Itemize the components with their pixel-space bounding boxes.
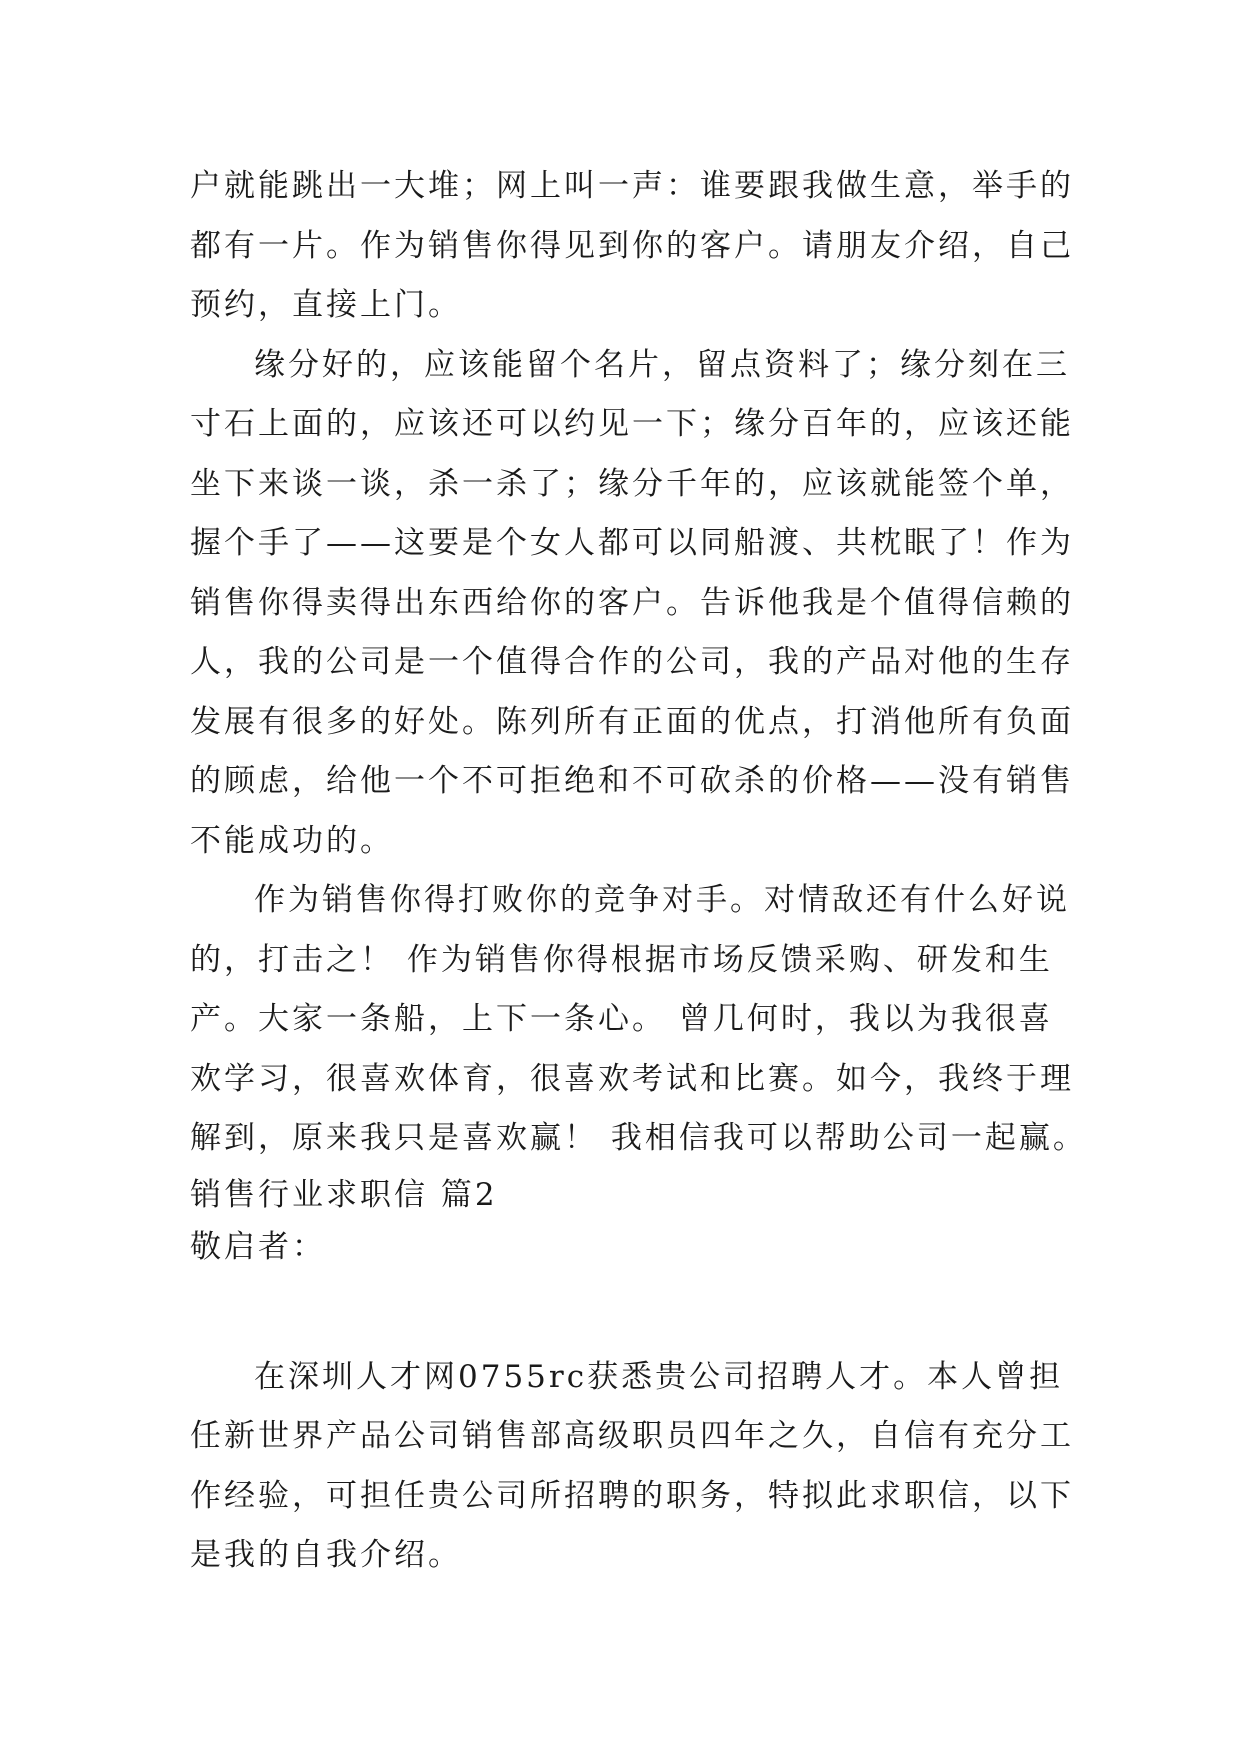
text-line: 都有一片。作为销售你得见到你的客户。请朋友介绍，自己: [190, 227, 1074, 264]
text-line: 握个手了——这要是个女人都可以同船渡、共枕眠了！作为: [190, 525, 1074, 561]
text-line: 产。大家一条船，上下一条心。 曾几何时，我以为我很喜: [190, 1001, 1053, 1037]
text-line: 发展有很多的好处。陈列所有正面的优点，打消他所有负面: [190, 703, 1074, 740]
text-line: 任新世界产品公司销售部高级职员四年之久，自信有充分工: [190, 1418, 1074, 1454]
paragraph-4: [190, 1348, 1074, 1586]
text-line: 欢学习，很喜欢体育，很喜欢考试和比赛。如今，我终于理: [190, 1060, 1074, 1097]
text-line: 预约，直接上门。: [190, 287, 462, 323]
blank-line: [190, 1273, 1070, 1348]
text-line: 户就能跳出一大堆；网上叫一声：谁要跟我做生意，举手的: [190, 168, 1074, 204]
text-line: 的，打击之！ 作为销售你得根据市场反馈采购、研发和生: [190, 941, 1053, 978]
text-line: 缘分好的，应该能留个名片，留点资料了；缘分刻在三: [254, 346, 1070, 383]
text-line: 解到，原来我只是喜欢赢！ 我相信我可以帮助公司一起赢。: [190, 1120, 1087, 1156]
text-line: 作为销售你得打败你的竞争对手。对情敌还有什么好说: [254, 882, 1070, 918]
text-line: 作经验，可担任贵公司所招聘的职务，特拟此求职信，以下: [190, 1477, 1074, 1514]
text-line: 在深圳人才网0755rc获悉贵公司招聘人才。本人曾担: [254, 1358, 1064, 1395]
document-body: [190, 157, 1087, 1586]
paragraph-3: [190, 871, 1087, 1169]
text-line: 寸石上面的，应该还可以约见一下；缘分百年的，应该还能: [190, 406, 1074, 442]
text-line: 是我的自我介绍。: [190, 1537, 462, 1573]
text-line: 不能成功的。: [190, 822, 394, 859]
paragraph-1: [190, 157, 1074, 336]
text-line: 人，我的公司是一个值得合作的公司，我的产品对他的生存: [190, 644, 1074, 680]
text-line: 销售你得卖得出东西给你的客户。告诉他我是个值得信赖的: [190, 584, 1074, 621]
text-line: 坐下来谈一谈，杀一杀了；缘分千年的，应该就能签个单，: [190, 465, 1074, 502]
salutation: 敬启者：: [190, 1228, 326, 1265]
section-title: 销售行业求职信 篇2: [190, 1176, 498, 1213]
text-line: 的顾虑，给他一个不可拒绝和不可砍杀的价格——没有销售: [190, 763, 1074, 799]
paragraph-2: [190, 336, 1074, 872]
